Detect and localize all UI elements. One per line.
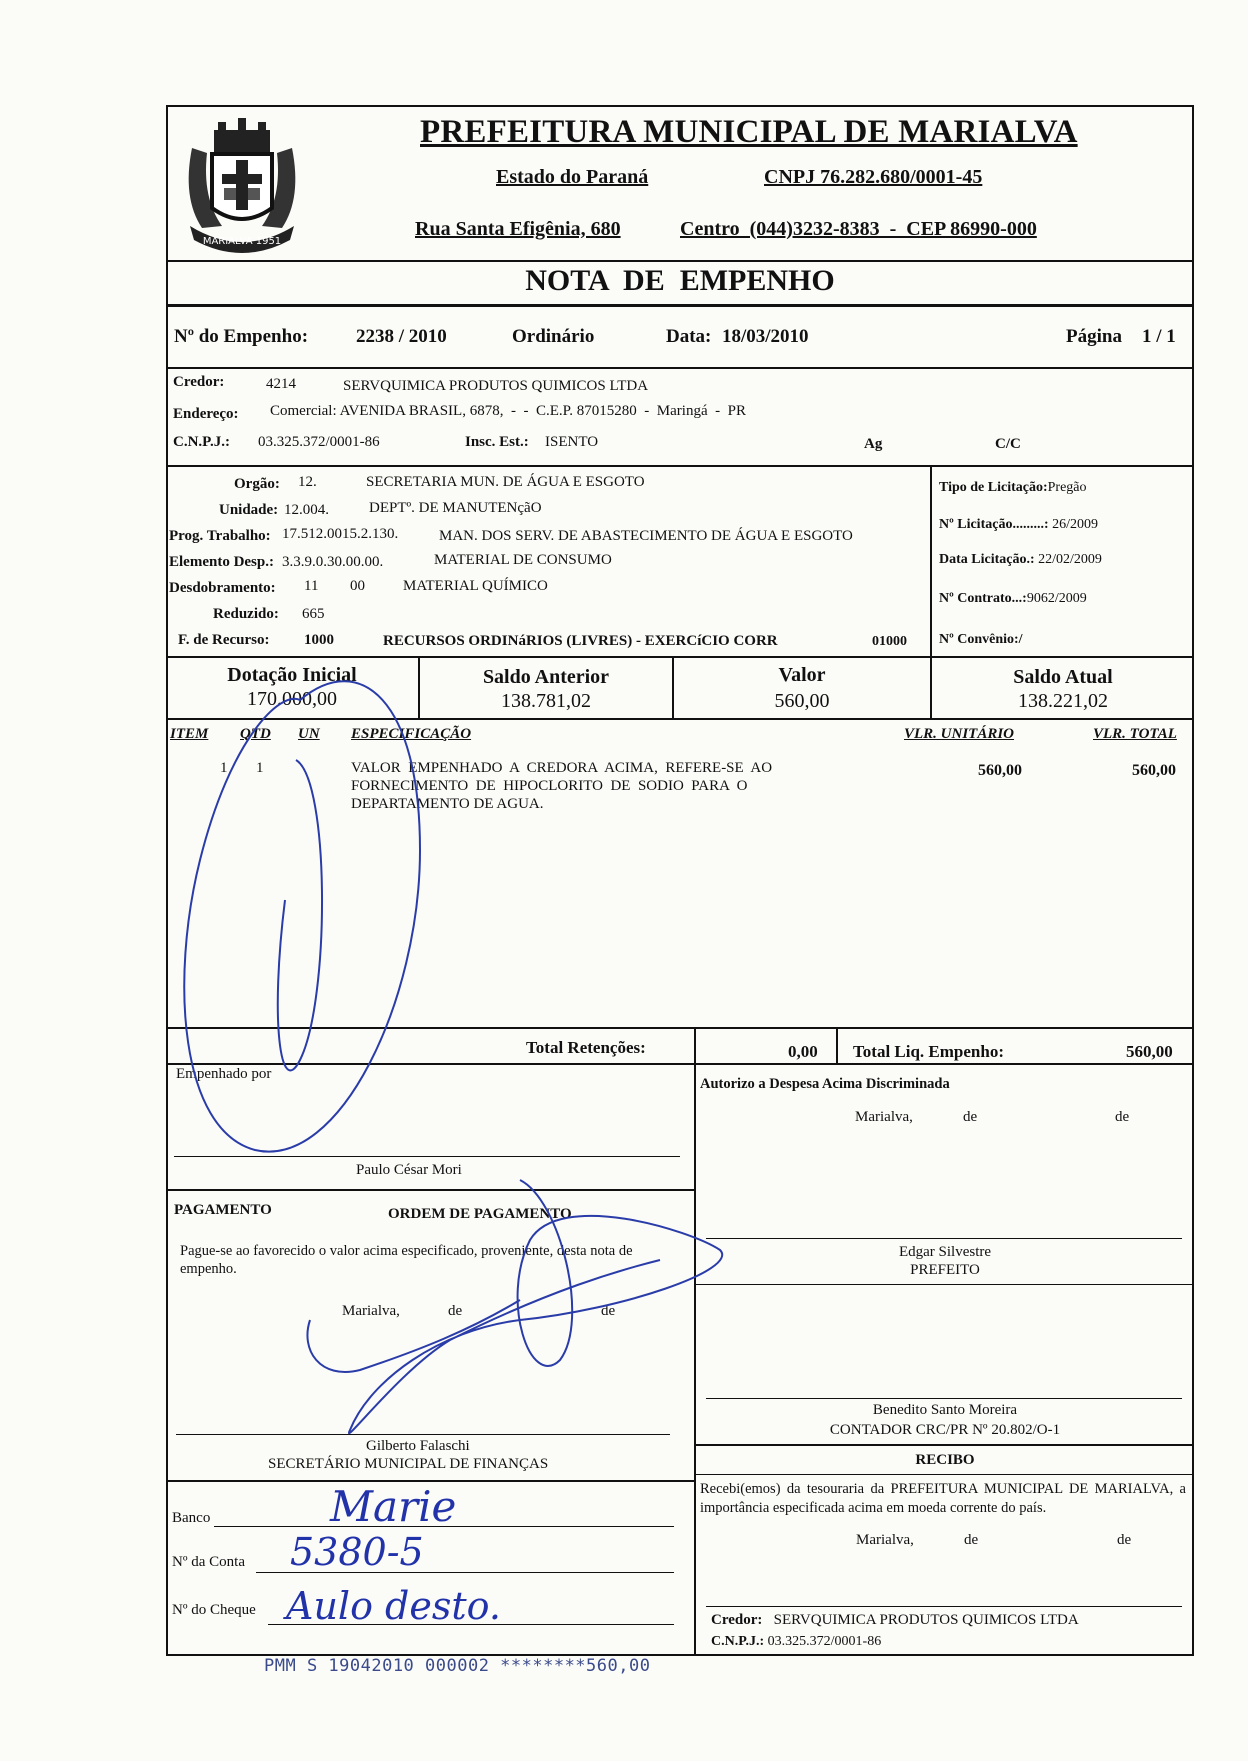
- recurso-code: 1000: [304, 632, 334, 648]
- desdob-label: Desdobramento:: [169, 580, 276, 596]
- anterior-label: Saldo Anterior: [482, 666, 610, 688]
- conta-label: Nº da Conta: [172, 1554, 245, 1570]
- crest-ribbon-text: MARIALVA 1951: [202, 236, 282, 247]
- insc-label: Insc. Est.:: [465, 434, 529, 450]
- recibo-cnpj-value: 03.325.372/0001-86: [767, 1634, 882, 1649]
- unidade-label: Unidade:: [219, 502, 279, 518]
- right-de1: de: [963, 1109, 978, 1125]
- banco-handwritten: Marie: [330, 1482, 457, 1531]
- empenho-type: Ordinário: [512, 326, 595, 347]
- contrato-value: 9062/2009: [1026, 591, 1087, 606]
- credor-address: Comercial: AVENIDA BRASIL, 6878, - - C.E.P. 87015280 - Maringá - PR: [270, 403, 746, 419]
- recibo-title: RECIBO: [915, 1452, 975, 1468]
- row-total: 560,00: [1132, 762, 1176, 779]
- desdob-sub: 00: [350, 578, 365, 594]
- dotacao-value: 170.000,00: [247, 688, 337, 710]
- convenio-label: Nº Convênio:/: [939, 632, 1023, 647]
- recibo-de2: de: [1117, 1532, 1132, 1548]
- cheque-label: Nº do Cheque: [172, 1602, 256, 1618]
- row-spec-line3: DEPARTAMENTO DE AGUA.: [351, 796, 544, 812]
- contrato-label: Nº Contrato...:: [939, 591, 1027, 606]
- row-spec-line2: FORNECIMENTO DE HIPOCLORITO DE SODIO PARA O: [351, 778, 748, 794]
- anterior-value: 138.781,02: [501, 690, 591, 712]
- credor-name: SERVQUIMICA PRODUTOS QUIMICOS LTDA: [343, 378, 649, 394]
- col-un: UN: [298, 726, 320, 742]
- prog-label: Prog. Trabalho:: [169, 528, 271, 544]
- autorizo-text: Autorizo a Despesa Acima Discriminada: [700, 1076, 950, 1092]
- row-spec-line1: VALOR EMPENHADO A CREDORA ACIMA, REFERE-SE AO: [351, 760, 773, 776]
- desdob-code: 11: [304, 578, 319, 594]
- document-title: NOTA DE EMPENHO: [525, 264, 835, 297]
- secretario-title: SECRETÁRIO MUNICIPAL DE FINANÇAS: [268, 1456, 549, 1472]
- cheque-handwritten: Aulo desto.: [286, 1584, 501, 1628]
- right-de2: de: [1115, 1109, 1130, 1125]
- recibo-cnpj-label: C.N.P.J.:: [711, 1634, 765, 1649]
- recibo-place: Marialva,: [856, 1532, 914, 1548]
- credor-code: 4214: [266, 376, 296, 392]
- pague-text: Pague-se ao favorecido o valor acima especificado, proveniente, desta nota de empenho.: [180, 1243, 633, 1277]
- page-title: PREFEITURA MUNICIPAL DE MARIALVA: [420, 114, 1078, 150]
- address-rest: Centro (044)3232-8383 - CEP 86990-000: [680, 218, 1037, 240]
- contador-name: Benedito Santo Moreira: [872, 1402, 1018, 1418]
- empenho-date: 18/03/2010: [722, 326, 809, 347]
- recurso-desc: RECURSOS ORDINáRIOS (LIVRES) - EXERCíCIO CORR: [383, 633, 778, 649]
- recibo-de1: de: [964, 1532, 979, 1548]
- cc-label: C/C: [995, 436, 1021, 452]
- row-unit: 560,00: [978, 762, 1022, 779]
- orgao-code: 12.: [298, 474, 317, 490]
- left-de1: de: [448, 1303, 463, 1319]
- licitacao-num-label: Nº Licitação.........:: [939, 517, 1049, 532]
- elemento-desc: MATERIAL DE CONSUMO: [434, 552, 612, 568]
- credor-cnpj: 03.325.372/0001-86: [258, 434, 380, 450]
- page-label: Página: [1066, 326, 1122, 347]
- secretario-name: Gilberto Falaschi: [366, 1438, 470, 1454]
- empenho-number: 2238 / 2010: [356, 326, 447, 347]
- valor-value: 560,00: [774, 690, 830, 712]
- ordem-label: ORDEM DE PAGAMENTO: [388, 1206, 572, 1222]
- liq-label: Total Liq. Empenho:: [853, 1042, 1004, 1061]
- reduzido-value: 665: [302, 606, 325, 622]
- elemento-code: 3.3.9.0.30.00.00.: [282, 554, 384, 570]
- col-unit: VLR. UNITÁRIO: [904, 726, 1015, 742]
- row-item: 1: [220, 760, 228, 776]
- orgao-label: Orgão:: [234, 476, 280, 492]
- valor-label: Valor: [778, 664, 826, 686]
- insc-value: ISENTO: [545, 434, 599, 450]
- retencoes-value: 0,00: [788, 1042, 818, 1061]
- address-street: Rua Santa Efigênia, 680: [415, 218, 621, 240]
- unidade-code: 12.004.: [284, 502, 329, 518]
- ag-label: Ag: [864, 436, 883, 452]
- pagamento-label: PAGAMENTO: [174, 1202, 272, 1218]
- dotacao-label: Dotação Inicial: [227, 664, 357, 686]
- retencoes-label: Total Retenções:: [526, 1038, 646, 1057]
- prefeito-name: Edgar Silvestre: [898, 1244, 992, 1260]
- orgao-desc: SECRETARIA MUN. DE ÁGUA E ESGOTO: [366, 474, 645, 490]
- col-qtd: QTD: [240, 726, 271, 742]
- licitacao-data-value: 22/02/2009: [1038, 552, 1102, 567]
- empenhado-label: Empenhado por: [176, 1066, 272, 1082]
- recurso-label: F. de Recurso:: [178, 632, 270, 648]
- empenho-date-label: Data:: [666, 326, 712, 347]
- col-total: VLR. TOTAL: [1093, 726, 1177, 742]
- endereco-label: Endereço:: [173, 406, 239, 422]
- liq-value: 560,00: [1126, 1042, 1173, 1061]
- desdob-desc: MATERIAL QUÍMICO: [403, 578, 548, 594]
- atual-label: Saldo Atual: [1013, 666, 1113, 688]
- recibo-credor-name: SERVQUIMICA PRODUTOS QUIMICOS LTDA: [773, 1612, 1079, 1628]
- recibo-text: Recebi(emos) da tesouraria da PREFEITURA MUNICIPAL DE MARIALVA, a importância especificada acima em moeda corrente do país.: [700, 1481, 1186, 1516]
- contador-title: CONTADOR CRC/PR Nº 20.802/O-1: [829, 1422, 1061, 1438]
- empenho-number-label: Nº do Empenho:: [174, 326, 309, 347]
- left-place: Marialva,: [342, 1303, 400, 1319]
- row-qtd: 1: [256, 760, 264, 776]
- recibo-credor-label: Credor:: [711, 1612, 763, 1628]
- col-item: ITEM: [170, 726, 209, 742]
- licitacao-num-value: 26/2009: [1052, 517, 1098, 532]
- bank-stamp: PMM S 19042010 000002 ********560,00: [264, 1656, 651, 1676]
- right-place: Marialva,: [855, 1109, 913, 1125]
- page-number: 1 / 1: [1142, 326, 1176, 347]
- cnpj-label: C.N.P.J.:: [173, 434, 230, 450]
- conta-handwritten: 5380-5: [290, 1530, 424, 1574]
- credor-label: Credor:: [173, 374, 225, 390]
- left-de2: de: [601, 1303, 616, 1319]
- elemento-label: Elemento Desp.:: [169, 554, 274, 570]
- licitacao-tipo-label: Tipo de Licitação:: [939, 480, 1048, 495]
- state-label: Estado do Paraná: [496, 166, 649, 188]
- prefeito-title: PREFEITO: [910, 1262, 980, 1278]
- licitacao-data-label: Data Licitação.:: [939, 552, 1035, 567]
- prog-desc: MAN. DOS SERV. DE ABASTECIMENTO DE ÁGUA E ESGOTO: [439, 528, 853, 544]
- col-spec: ESPECIFICAÇÃO: [351, 726, 472, 742]
- prog-code: 17.512.0015.2.130.: [282, 526, 399, 542]
- unidade-desc: DEPTº. DE MANUTENçãO: [369, 500, 542, 516]
- atual-value: 138.221,02: [1018, 690, 1108, 712]
- empenhado-name: Paulo César Mori: [356, 1162, 462, 1178]
- licitacao-tipo-value: Pregão: [1047, 480, 1087, 495]
- recurso-sub: 01000: [872, 634, 907, 649]
- banco-label: Banco: [172, 1510, 211, 1526]
- cnpj-header: CNPJ 76.282.680/0001-45: [764, 166, 983, 188]
- reduzido-label: Reduzido:: [213, 606, 279, 622]
